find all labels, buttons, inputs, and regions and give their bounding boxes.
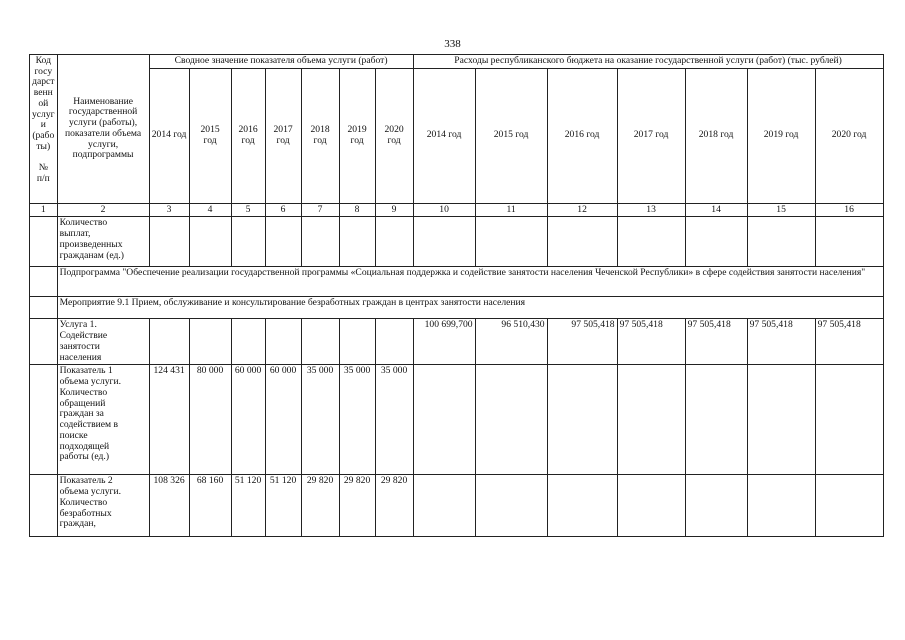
page-number: 338 xyxy=(444,38,461,50)
budget-value: 96 510,430 xyxy=(475,319,547,365)
header-row-groups xyxy=(30,55,884,69)
volume-value: 35 000 xyxy=(339,365,375,475)
empty-cell xyxy=(231,319,265,365)
volume-year-header: 2015 год xyxy=(189,68,231,203)
row-code-cell xyxy=(30,365,58,475)
column-number: 11 xyxy=(475,203,547,217)
empty-cell xyxy=(301,319,339,365)
column-number: 1 xyxy=(30,203,58,217)
column-number: 15 xyxy=(747,203,815,217)
empty-cell xyxy=(413,217,475,267)
empty-cell xyxy=(617,475,685,537)
budget-value: 97 505,418 xyxy=(747,319,815,365)
column-number: 13 xyxy=(617,203,685,217)
budget-value: 97 505,418 xyxy=(617,319,685,365)
empty-cell xyxy=(685,475,747,537)
budget-year-header: 2016 год xyxy=(547,68,617,203)
volume-value: 29 820 xyxy=(339,475,375,537)
budget-value: 97 505,418 xyxy=(685,319,747,365)
empty-cell xyxy=(375,217,413,267)
column-number: 12 xyxy=(547,203,617,217)
volume-value: 60 000 xyxy=(231,365,265,475)
empty-cell xyxy=(685,365,747,475)
volume-year-header: 2017 год xyxy=(265,68,301,203)
service-name: Услуга 1. Содействие занятости населения xyxy=(57,319,149,365)
row-code-cell xyxy=(30,475,58,537)
empty-cell xyxy=(617,217,685,267)
volume-value: 35 000 xyxy=(301,365,339,475)
code-column-header: Код госу дарст венн ой услуг и (рабо ты) № п/п xyxy=(30,55,58,204)
empty-cell xyxy=(301,217,339,267)
volume-year-header: 2018 год xyxy=(301,68,339,203)
empty-cell xyxy=(547,365,617,475)
empty-cell xyxy=(189,319,231,365)
indicator2-name: Показатель 2 объема услуги. Количество безработных граждан, xyxy=(57,475,149,537)
empty-cell xyxy=(747,365,815,475)
empty-cell xyxy=(747,475,815,537)
column-number: 6 xyxy=(265,203,301,217)
column-number: 10 xyxy=(413,203,475,217)
budget-value: 97 505,418 xyxy=(815,319,883,365)
empty-cell xyxy=(189,217,231,267)
empty-cell xyxy=(815,365,883,475)
budget-value: 100 699,700 xyxy=(413,319,475,365)
column-number: 3 xyxy=(149,203,189,217)
payments-row xyxy=(30,217,884,267)
volume-value: 29 820 xyxy=(301,475,339,537)
indicator2-row xyxy=(30,475,884,537)
volume-value: 108 326 xyxy=(149,475,189,537)
column-number: 8 xyxy=(339,203,375,217)
payments-name: Количество выплат, произведенных гражданам (ед.) xyxy=(57,217,149,267)
column-number-row xyxy=(30,203,884,217)
row-code-cell xyxy=(30,297,58,319)
volume-year-header: 2019 год xyxy=(339,68,375,203)
volume-year-header: 2016 год xyxy=(231,68,265,203)
volume-year-header: 2014 год xyxy=(149,68,189,203)
volume-value: 124 431 xyxy=(149,365,189,475)
service-row xyxy=(30,319,884,365)
empty-cell xyxy=(815,217,883,267)
budget-year-header: 2018 год xyxy=(685,68,747,203)
column-number: 5 xyxy=(231,203,265,217)
empty-cell xyxy=(413,365,475,475)
empty-cell xyxy=(685,217,747,267)
row-code-cell xyxy=(30,267,58,297)
budget-group-header: Расходы республиканского бюджета на оказание государственной услуги (работ) (тыс. рублей) xyxy=(413,55,883,69)
empty-cell xyxy=(149,319,189,365)
budget-year-header: 2019 год xyxy=(747,68,815,203)
budget-year-header: 2015 год xyxy=(475,68,547,203)
indicator1-name: Показатель 1 объема услуги. Количество обращений граждан за содействием в поиске подходящей работы (ед.) xyxy=(57,365,149,475)
column-number: 2 xyxy=(57,203,149,217)
column-number: 9 xyxy=(375,203,413,217)
empty-cell xyxy=(815,475,883,537)
empty-cell xyxy=(475,365,547,475)
services-table xyxy=(29,54,884,537)
measure-row xyxy=(30,297,884,319)
volume-value: 60 000 xyxy=(265,365,301,475)
empty-cell xyxy=(231,217,265,267)
volume-value: 51 120 xyxy=(231,475,265,537)
volume-year-header: 2020 год xyxy=(375,68,413,203)
empty-cell xyxy=(617,365,685,475)
budget-year-header: 2017 год xyxy=(617,68,685,203)
budget-value: 97 505,418 xyxy=(547,319,617,365)
empty-cell xyxy=(547,475,617,537)
empty-cell xyxy=(339,319,375,365)
row-code-cell xyxy=(30,217,58,267)
indicator1-row xyxy=(30,365,884,475)
subprogram-row xyxy=(30,267,884,297)
empty-cell xyxy=(475,475,547,537)
empty-cell xyxy=(475,217,547,267)
volume-group-header: Сводное значение показателя объема услуги (работ) xyxy=(149,55,413,69)
empty-cell xyxy=(375,319,413,365)
budget-year-header: 2014 год xyxy=(413,68,475,203)
subprogram-title: Подпрограмма "Обеспечение реализации государственной программы «Социальная поддержка и содействие занятости населения Чеченской Республики» в сфере содействия занятости населения" xyxy=(57,267,883,297)
volume-value: 35 000 xyxy=(375,365,413,475)
empty-cell xyxy=(265,319,301,365)
column-number: 16 xyxy=(815,203,883,217)
column-number: 7 xyxy=(301,203,339,217)
column-number: 4 xyxy=(189,203,231,217)
empty-cell xyxy=(747,217,815,267)
empty-cell xyxy=(265,217,301,267)
volume-value: 51 120 xyxy=(265,475,301,537)
volume-value: 80 000 xyxy=(189,365,231,475)
column-number: 14 xyxy=(685,203,747,217)
measure-title: Мероприятие 9.1 Прием, обслуживание и консультирование безработных граждан в центрах занятости населения xyxy=(57,297,883,319)
empty-cell xyxy=(413,475,475,537)
empty-cell xyxy=(547,217,617,267)
header-row-years xyxy=(30,68,884,203)
empty-cell xyxy=(149,217,189,267)
name-column-header: Наименование государственной услуги (работы), показатели объема услуги, подпрограммы xyxy=(57,55,149,204)
volume-value: 29 820 xyxy=(375,475,413,537)
volume-value: 68 160 xyxy=(189,475,231,537)
row-code-cell xyxy=(30,319,58,365)
empty-cell xyxy=(339,217,375,267)
budget-year-header: 2020 год xyxy=(815,68,883,203)
